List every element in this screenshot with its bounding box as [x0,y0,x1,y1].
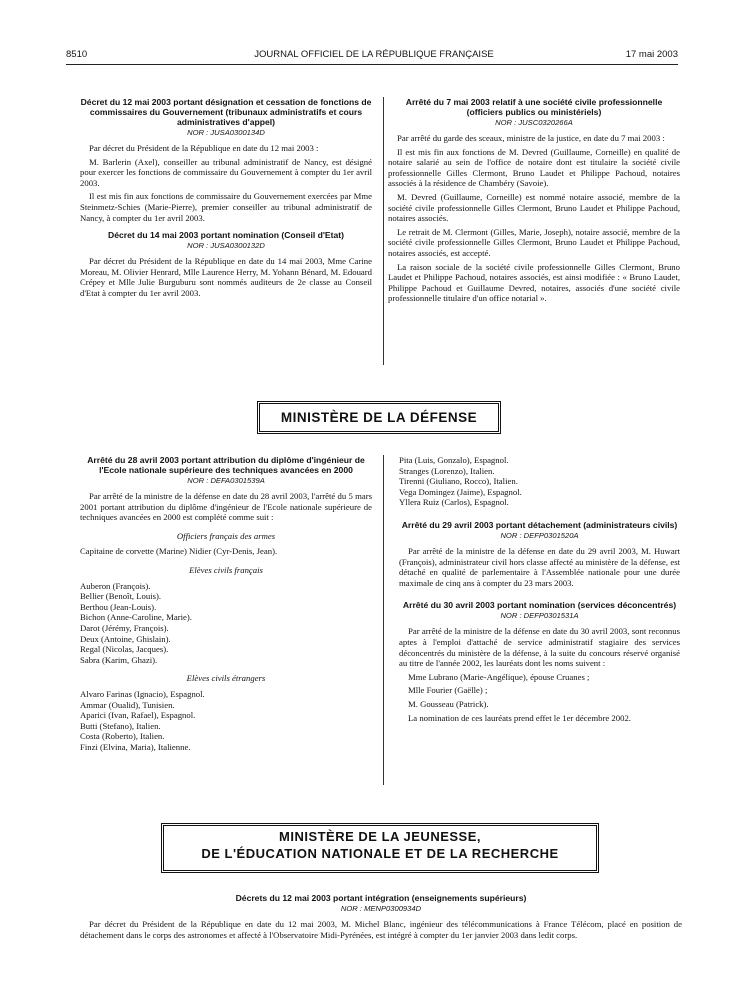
education-section [80,893,682,943]
section-heading: Officiers français des armes [176,530,276,541]
list-item: Mme Lubrano (Marie-Angélique), épouse Cruanes ; [408,671,590,682]
header-date: 17 mai 2003 [625,49,678,60]
ministry-heading-line: DE L'ÉDUCATION NATIONALE ET DE LA RECHERCHE [201,846,559,861]
list-item: Yllera Ruiz (Carlos), Espagnol. [399,497,509,508]
list-item: Regal (Nicolas, Jacques). [80,644,169,655]
arrete-title: Arrêté du 28 avril 2003 portant attribution du diplôme d'ingénieur de l'Ecole nationale supérieure des techniques avancées en 2000 [87,455,365,475]
paragraph: Par arrêté de la ministre de la défense en date du 29 avril 2003, M. Huwart (François), administrateur civil hors classe affecté au ministère de la défense, est détaché en qualité de parlementaire à l'Assemblée nationale pour une durée maximale de cinq ans à compter du 23 mars 2003. [399,545,680,588]
list-item: M. Gousseau (Patrick). [408,698,489,709]
nor-reference: NOR : DEFP0301531A [500,611,579,621]
nor-reference: NOR : JUSC0320266A [495,118,573,127]
justice-left-column [80,97,372,302]
paragraph: M. Barlerin (Axel), conseiller au tribunal administratif de Nancy, est désigné pour exercer les fonctions de commissaire du Gouvernement à compter du 1er avril 2003. [80,156,372,188]
paragraph: Par arrêté de la ministre de la défense en date du 28 avril 2003, l'arrêté du 5 mars 2001 portant attribution du diplôme d'ingénieur de l'Ecole nationale supérieure de techniques avancées en 2000 est complété comme suit : [80,491,372,523]
defense-right-column [399,455,680,726]
decree-title: Décret du 12 mai 2003 portant désignation et cessation de fonctions de commissaires du Gouvernement (tribunaux administratifs et cours administratives d'appel) [80,97,372,127]
list-item: Ammar (Oualid), Tunisien. [80,699,175,710]
list-item: Bellier (Benoît, Louis). [80,591,162,602]
arrete-title: Arrêté du 29 avril 2003 portant détachement (administrateurs civils) [401,519,678,530]
paragraph: La nomination de ces lauréats prend effet le 1er décembre 2002. [408,712,631,723]
paragraph: Par arrêté de la ministre de la défense en date du 30 avril 2003, sont reconnus aptes à l'emploi d'attaché de service administratif stagiaire des services déconcentrés du ministère de la défense, à la suite du concours réservé organisé au titre de l'année 2002, les lauréats dont les noms suivent : [399,626,680,669]
decree-title: Décrets du 12 mai 2003 portant intégration (enseignements supérieurs) [235,893,527,903]
list-item: Berthou (Jean-Louis). [80,601,157,612]
section-heading: Elèves civils français [189,564,263,575]
section-heading: Elèves civils étrangers [186,673,266,684]
paragraph: Par décret du Président de la République en date du 14 mai 2003, Mme Carine Moreau, M. Olivier Henrard, Mlle Laurence Herry, M. Yohann Bénard, M. Edouard Crépey et Mlle Julie Burguburu sont nommés auditeurs de 2e classe au Conseil d'Etat à compter du 1er avril 2003. [80,256,372,298]
list-item: Vega Domingez (Jaime), Espagnol. [399,486,522,497]
column-divider [383,455,384,785]
list-item: Alvaro Farinas (Ignacio), Espagnol. [80,688,205,699]
arrete-title: Arrêté du 30 avril 2003 portant nomination (services déconcentrés) [402,600,677,611]
paragraph: Par décret du Président de la République en date du 12 mai 2003, M. Michel Blanc, ingénieur des télécommunications à France Télécom, placé en position de détachement dans le corps des astronomes et affecté à l'Observatoire Midi-Pyrénées, est intégré à compter du 1er janvier 2003 dans ledit corps. [80,919,682,940]
page-number: 8510 [66,49,88,60]
list-item: Mlle Fourier (Gaëlle) ; [408,685,488,696]
column-divider [383,97,384,365]
list-item: Butti (Stefano), Italien. [80,720,161,731]
list-item: Darot (Jérémy, François). [80,622,169,633]
arrete-title: Arrêté du 7 mai 2003 relatif à une société civile professionnelle (officiers publics ou ministériels) [405,97,663,117]
list-item: Pita (Luis, Gonzalo), Espagnol. [399,455,509,465]
list-item: Stranges (Lorenzo), Italien. [399,465,495,476]
defense-ministry-heading: MINISTÈRE DE LA DÉFENSE [257,401,501,434]
defense-left-column [80,455,372,752]
list-item: Capitaine de corvette (Marine) Nidier (Cyr-Denis, Jean). [80,546,278,557]
paragraph: M. Devred (Guillaume, Corneille) est nommé notaire associé, membre de la société civile professionnelle Gilles Clermont, Bruno Laudet et Philippe Pachoud, notaires associés. [388,191,680,224]
paragraph: Par décret du Président de la République en date du 12 mai 2003 : [89,143,319,153]
paragraph: La raison sociale de la société civile professionnelle Gilles Clermont, Bruno Laudet et Philippe Pachoud, notaires associés, est ainsi modifiée : « Bruno Laudet, Philippe Pachoud et Guillaume Devred, notaires, associés d'une société civile professionnelle titulaire d'un office notarial ». [388,261,680,304]
justice-right-column [388,97,680,307]
list-item: Aparici (Ivan, Rafael), Espagnol. [80,710,196,721]
list-item: Tirenni (Giuliano, Rocco), Italien. [399,476,518,487]
list-item: Auberon (François). [80,580,151,591]
paragraph: Le retrait de M. Clermont (Gilles, Marie, Joseph), notaire associé, membre de la société civile professionnelle Gilles Clermont, Bruno Laudet et Philippe Pachoud, notaires associés, est accepté. [388,226,680,258]
education-ministry-heading [161,823,599,873]
list-item: Costa (Roberto), Italien. [80,731,165,742]
nor-reference: NOR : MENP0300934D [340,904,422,913]
nor-reference: NOR : JUSA0300132D [187,241,265,251]
nor-reference: NOR : JUSA0300134D [187,128,265,137]
paragraph: Il est mis fin aux fonctions de M. Devred (Guillaume, Corneille) en qualité de notaire salarié au sein de l'office de notaire dont est titulaire la société civile professionnelle Gilles Clermont, Bruno Laudet et Philippe Pachoud, notaires associés à la résidence de Chambéry (Savoie). [388,146,680,189]
nor-reference: NOR : DEFP0301520A [500,530,579,540]
journal-title: JOURNAL OFFICIEL DE LA RÉPUBLIQUE FRANÇAISE [254,49,494,60]
header-rule [66,64,678,65]
list-item: Bichon (Anne-Caroline, Marie). [80,612,192,623]
paragraph: Il est mis fin aux fonctions de commissaire du Gouvernement exercées par Mme Steinmetz-Schies (Marie-Pierre), premier conseiller au tribunal administratif de Nancy, à compter du 1er avril 2003. [80,191,372,223]
paragraph: Par arrêté du garde des sceaux, ministre de la justice, en date du 7 mai 2003 : [397,133,665,143]
list-item: Finzi (Elvina, Maria), Italienne. [80,741,191,752]
nor-reference: NOR : DEFA0301539A [187,476,265,485]
list-item: Sabra (Karim, Ghazi). [80,654,158,665]
decree-title: Décret du 14 mai 2003 portant nomination (Conseil d'Etat) [107,230,345,241]
list-item: Deux (Antoine, Ghislain). [80,633,171,644]
ministry-heading-line: MINISTÈRE DE LA JEUNESSE, [279,829,481,844]
